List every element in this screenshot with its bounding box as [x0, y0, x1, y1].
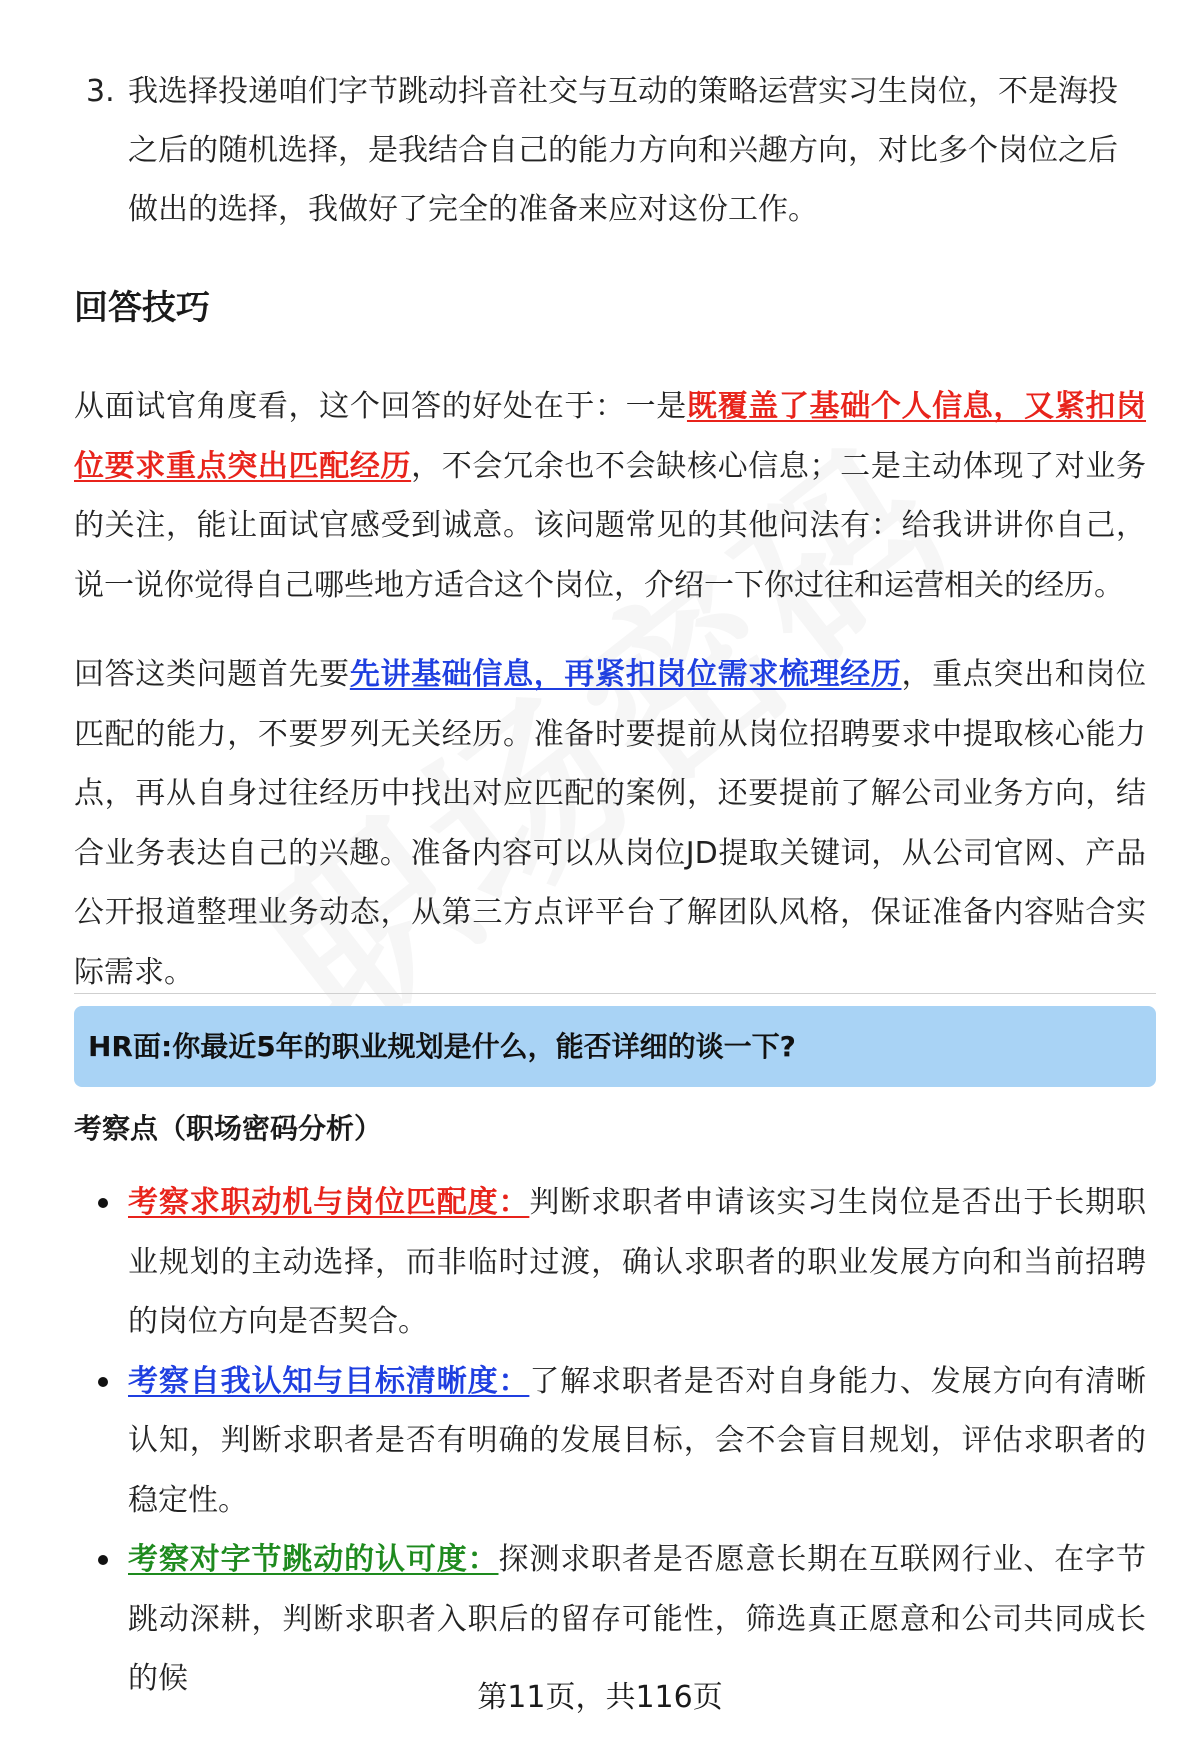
item-number: 3.: [86, 74, 115, 109]
numbered-item-3: [74, 62, 1144, 239]
list-item: [74, 1173, 1146, 1352]
section-heading: 回答技巧: [74, 288, 210, 328]
question-text: HR面:你最近5年的职业规划是什么，能否详细的谈一下?: [88, 1030, 796, 1063]
bullet-dot-icon: [98, 1377, 108, 1387]
bullet-text: 判断求职者申请该实习生岗位是否出于长期职业规划的主动选择，而非临时过渡，确认求职者的职业发展方向和当前招聘的岗位方向是否契合。: [128, 1185, 1146, 1339]
bullet-label: 考察自我认知与目标清晰度：: [128, 1363, 530, 1399]
sub-heading: 考察点（职场密码分析）: [74, 1112, 383, 1145]
item-text: 我选择投递咱们字节跳动抖音社交与互动的策略运营实习生岗位，不是海投之后的随机选择，是我结合自己的能力方向和兴趣方向，对比多个岗位之后做出的选择，我做好了完全的准备来应对这份工作。: [128, 74, 1118, 227]
bullet-label: 考察对字节跳动的认可度：: [128, 1542, 499, 1577]
question-box: [74, 1006, 1156, 1087]
para1-text-before: 从面试官角度看，这个回答的好处在于：一是: [74, 389, 687, 424]
answer-tips-paragraph-1: [74, 377, 1146, 615]
para1-highlight: 既覆盖了基础个人信息，又紧扣岗位要求重点突出匹配经历: [74, 389, 1147, 484]
para1-text-after: ，不会冗余也不会缺核心信息；二是主动体现了对业务的关注，能让面试官感受到诚意。该问题常见的其他问法有：给我讲讲你自己，说一说你觉得自己哪些地方适合这个岗位，介绍一下你过往和运营相关的经历。: [74, 448, 1147, 603]
bullet-text: 探测求职者是否愿意长期在互联网行业、在字节跳动深耕，判断求职者入职后的留存可能性，筛选真正愿意和公司共同成长的候: [128, 1542, 1146, 1696]
para2-text-before: 回答这类问题首先要: [74, 657, 350, 692]
para2-highlight: 先讲基础信息，再紧扣岗位需求梳理经历: [349, 657, 902, 692]
list-item: [74, 1352, 1146, 1531]
assessment-points-list: [74, 1173, 1146, 1709]
bullet-text: 了解求职者是否对自身能力、发展方向有清晰认知，判断求职者是否有明确的发展目标，会不会盲目规划，评估求职者的稳定性。: [128, 1363, 1146, 1518]
bullet-label: 考察求职动机与岗位匹配度：: [128, 1185, 530, 1220]
bullet-dot-icon: [98, 1198, 108, 1208]
page-footer: 第11页，共116页: [477, 1680, 723, 1715]
bullet-dot-icon: [98, 1555, 108, 1565]
divider: [74, 993, 1156, 994]
answer-tips-paragraph-2: [74, 645, 1146, 1002]
para2-text-after: ，重点突出和岗位匹配的能力，不要罗列无关经历。准备时要提前从岗位招聘要求中提取核心能力点，再从自身过往经历中找出对应匹配的案例，还要提前了解公司业务方向，结合业务表达自己的兴趣。准备内容可以从岗位JD提取关键词，从公司官网、产品公开报道整理业务动态，从第三方点评平台了解团队风格，保证准备内容贴合实际需求。: [74, 657, 1147, 990]
